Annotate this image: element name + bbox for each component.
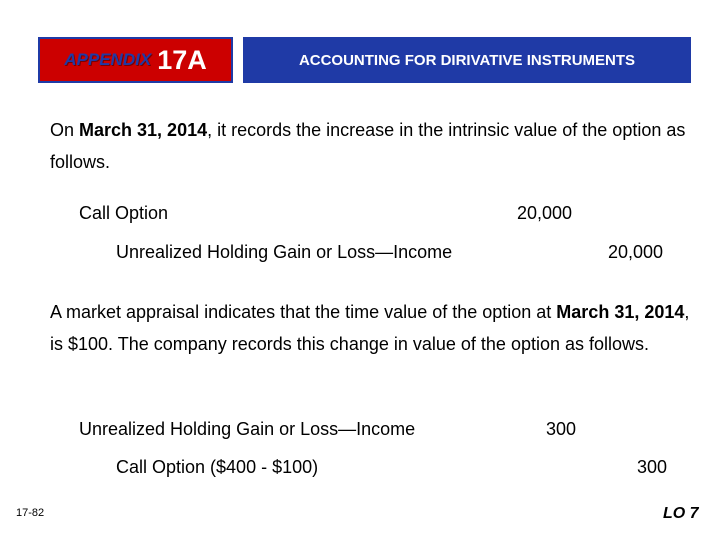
entry1-credit-account: Unrealized Holding Gain or Loss—Income [116, 242, 453, 262]
entry2-debit-account: Unrealized Holding Gain or Loss—Income [79, 419, 416, 439]
entry2-credit-account: Call Option ($400 - $100) [116, 457, 319, 477]
title-banner [243, 37, 691, 83]
learning-objective: LO 7 [663, 505, 699, 522]
slide-number: 17-82 [16, 507, 45, 519]
entry1-debit-amount: 20,000 [517, 203, 573, 223]
appendix-number: 17A [157, 44, 207, 75]
appendix-label: APPENDIX [64, 50, 152, 69]
entry1-debit-account: Call Option [79, 203, 169, 223]
slide-title: ACCOUNTING FOR DIRIVATIVE INSTRUMENTS [298, 51, 636, 69]
intro-prefix: On [50, 120, 80, 140]
intro-suffix: , it records the increase in the intrinsic value of the option as follows. [50, 120, 686, 172]
intro-date: March 31, 2014 [79, 120, 208, 140]
intro-paragraph [50, 114, 690, 178]
entry2-debit-amount: 300 [546, 419, 577, 439]
appraisal-suffix: , is $100. The company records this change in value of the option as follows. [50, 302, 690, 354]
appraisal-date: March 31, 2014 [556, 302, 685, 322]
entry2-credit-amount: 300 [637, 457, 668, 477]
entry1-credit-amount: 20,000 [608, 242, 664, 262]
appendix-badge [38, 37, 233, 83]
appraisal-paragraph [50, 296, 690, 360]
appraisal-prefix: A market appraisal indicates that the time value of the option at [50, 302, 557, 322]
